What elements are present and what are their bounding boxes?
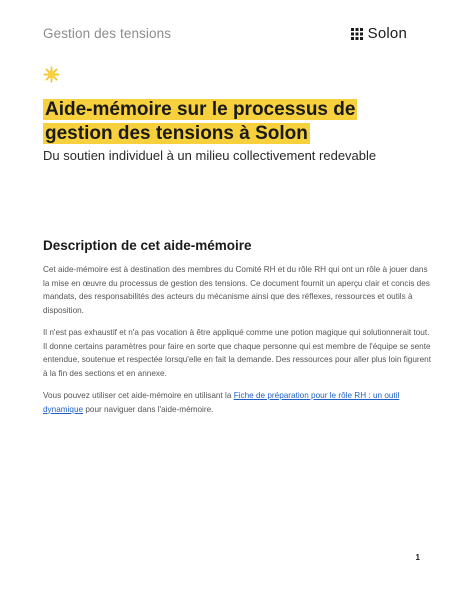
page-number: 1 bbox=[415, 553, 420, 562]
paragraph-text: pour naviguer dans l'aide-mémoire. bbox=[83, 404, 214, 414]
body-paragraph: Cet aide-mémoire est à destination des membres du Comité RH et du rôle RH qui ont un rôle à jouer dans la mise en œuvre du processus de gestion des tensions. Ce document fournit un aperçu clair et concis des mandats, des responsabilités des acteurs du mécanisme ainsi que des réflexes, ressources et outils à disposition. bbox=[43, 265, 430, 315]
document-subtitle: Du soutien individuel à un milieu collectivement redevable bbox=[43, 148, 377, 163]
document-title bbox=[43, 98, 418, 146]
body-paragraph: Il n'est pas exhaustif et n'a pas vocation à être appliqué comme une potion magique qui solutionnerait tout. Il donne certains paramètres pour faire en sorte que chaque personne qui est membre de l'équipe se sente entendue, soutenue et respectée lorsqu'elle en fait la demande. Des ressources pour aller plus loin figurent à la fin des sections et en annexe. bbox=[43, 328, 431, 378]
sun-icon bbox=[43, 66, 60, 83]
body-paragraph-with-link bbox=[43, 389, 431, 416]
header-title: Gestion des tensions bbox=[43, 26, 172, 41]
grid-logo-icon bbox=[351, 28, 363, 40]
logo-text: Solon bbox=[367, 25, 407, 42]
section-heading: Description de cet aide-mémoire bbox=[43, 238, 252, 253]
section-body bbox=[43, 263, 431, 425]
paragraph-text: Vous pouvez utiliser cet aide-mémoire en utilisant la bbox=[43, 391, 234, 400]
fiche-preparation-link[interactable]: Fiche de préparation pour le rôle RH : un outil dynamique bbox=[43, 391, 400, 414]
document-title-text: Aide-mémoire sur le processus de gestion des tensions à Solon bbox=[45, 99, 356, 144]
solon-logo bbox=[351, 25, 407, 42]
